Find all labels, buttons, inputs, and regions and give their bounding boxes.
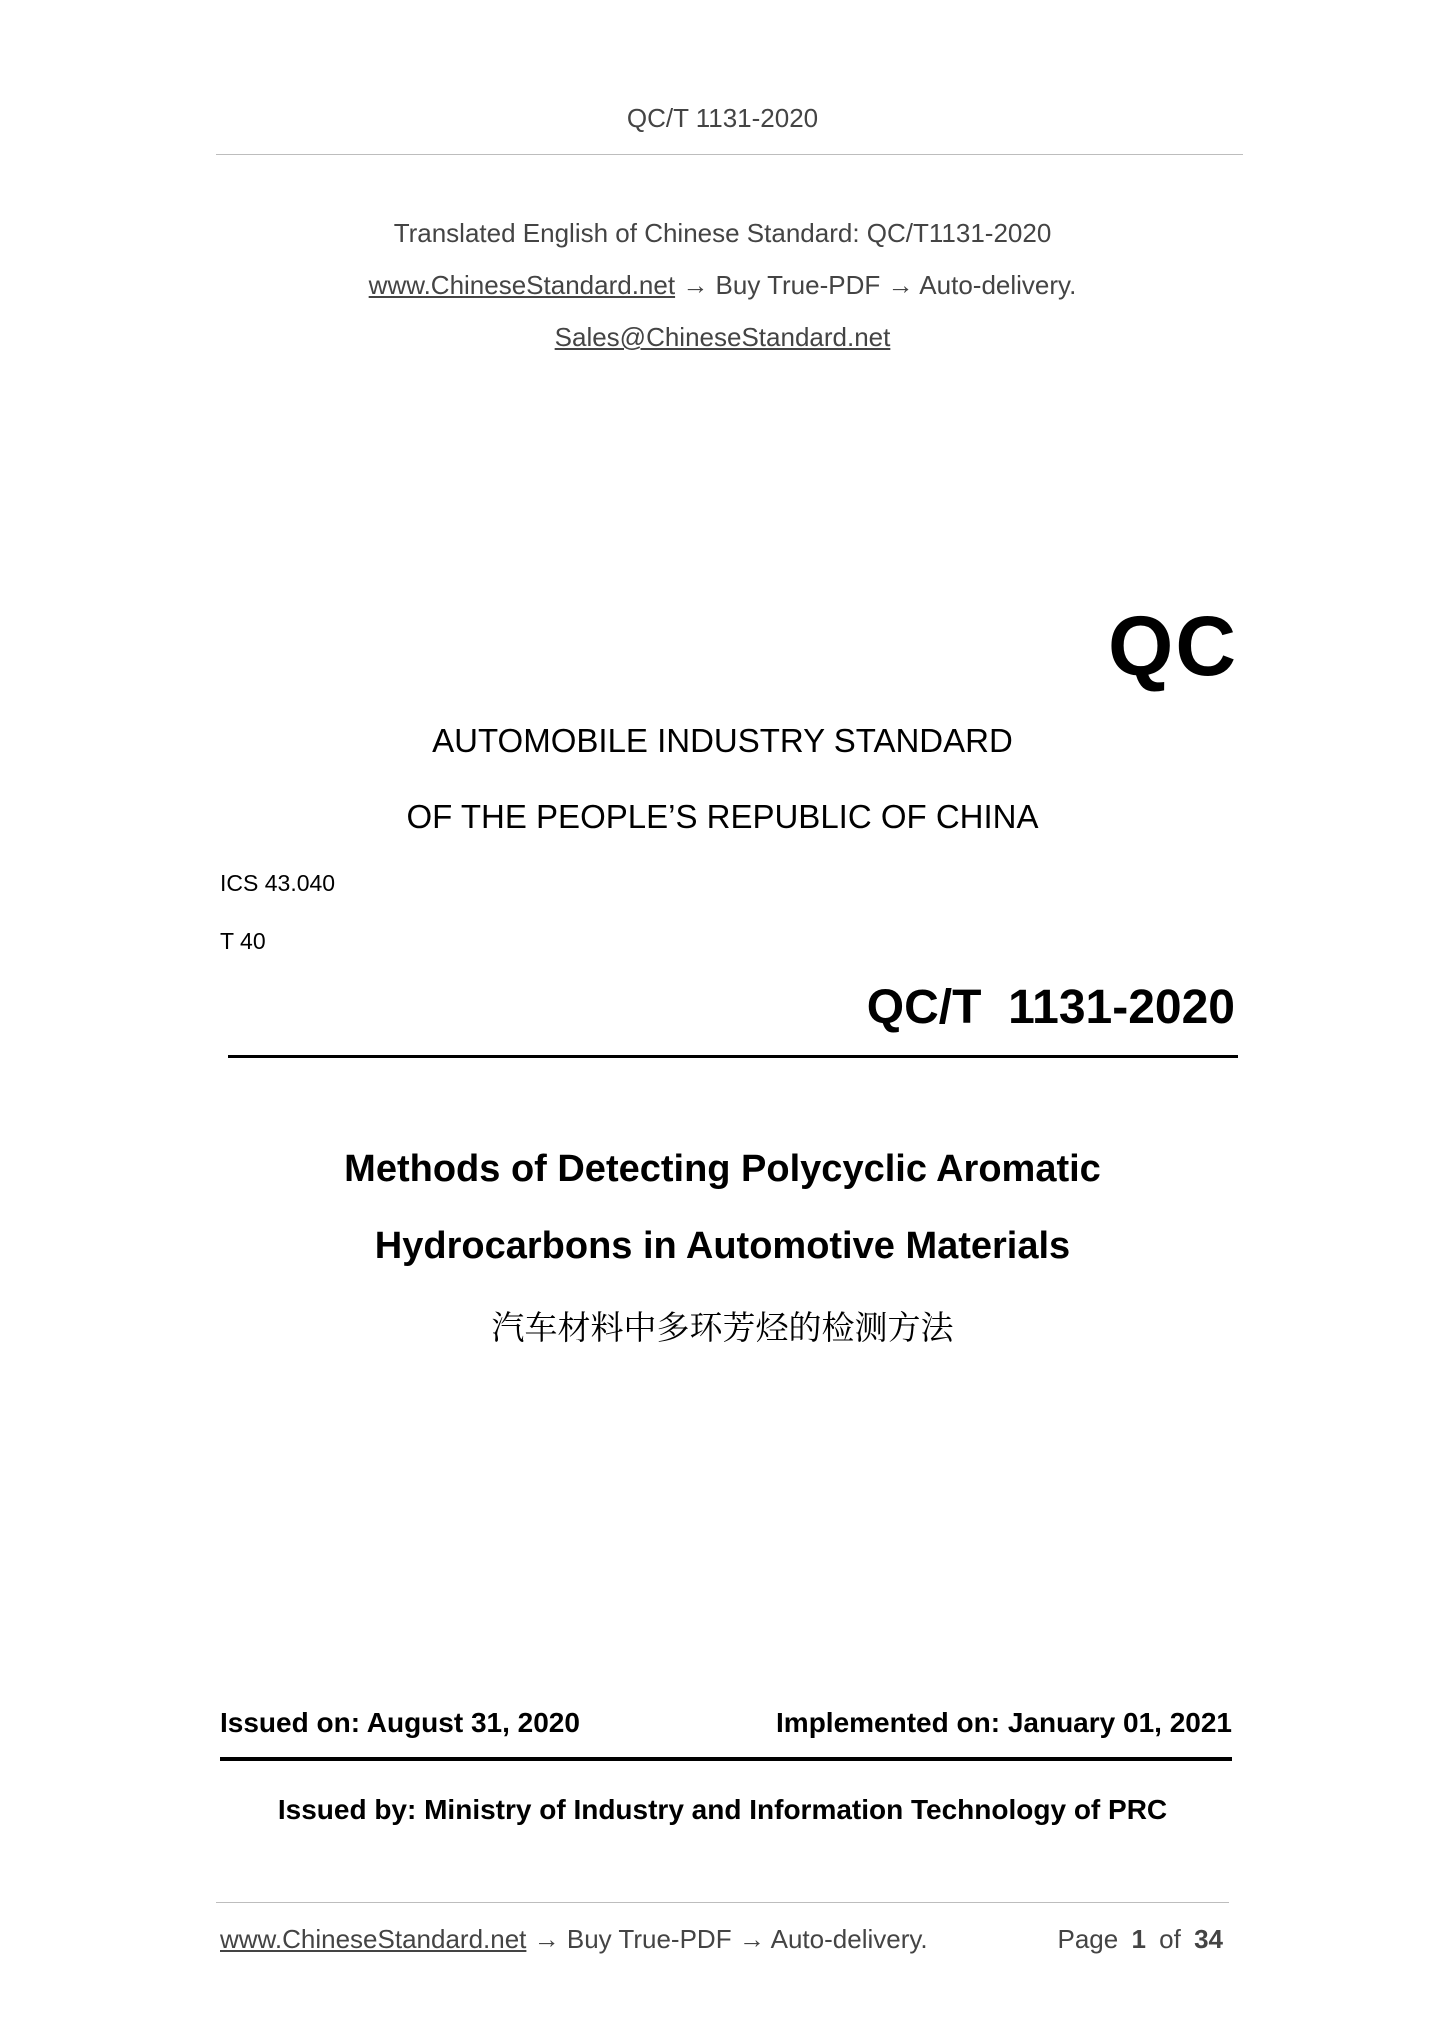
footer-buy-text: Buy True-PDF bbox=[566, 1924, 732, 1954]
arrow-icon: → bbox=[533, 1924, 560, 1954]
page-label: Page bbox=[1057, 1924, 1119, 1954]
arrow-icon: → bbox=[682, 270, 709, 300]
email-link[interactable]: Sales@ChineseStandard.net bbox=[554, 322, 891, 352]
translation-line: Translated English of Chinese Standard: QC/T1131-2020 bbox=[393, 218, 1052, 248]
page-indicator bbox=[1057, 1924, 1223, 1955]
ics-code: ICS 43.040 bbox=[220, 870, 336, 896]
site-link[interactable]: www.ChineseStandard.net bbox=[368, 270, 676, 300]
title-chinese: 汽车材料中多环芳烃的检测方法 bbox=[491, 1308, 954, 1347]
buy-text: Buy True-PDF bbox=[715, 270, 881, 300]
title-line-1: Methods of Detecting Polycyclic Aromatic bbox=[344, 1148, 1101, 1190]
running-header: QC/T 1131-2020 bbox=[626, 103, 819, 133]
purchase-line bbox=[0, 270, 1445, 301]
page-number: 1 bbox=[1131, 1924, 1146, 1954]
issued-by: Issued by: Ministry of Industry and Information Technology of PRC bbox=[277, 1794, 1168, 1825]
standard-number: QC/T 1131-2020 bbox=[866, 981, 1235, 1034]
standard-number-underline bbox=[228, 1055, 1238, 1058]
arrow-icon: → bbox=[887, 270, 914, 300]
issued-on: Issued on: August 31, 2020 bbox=[220, 1707, 580, 1738]
of-label: of bbox=[1159, 1924, 1181, 1954]
email-line bbox=[0, 322, 1445, 353]
footer-site-link[interactable]: www.ChineseStandard.net bbox=[220, 1924, 527, 1954]
qc-logo: QC bbox=[1108, 599, 1238, 693]
arrow-icon: → bbox=[738, 1924, 765, 1954]
header-divider bbox=[216, 154, 1243, 155]
footer-delivery-text: Auto-delivery. bbox=[770, 1924, 928, 1954]
classification-code: T 40 bbox=[220, 928, 266, 954]
footer-purchase-line bbox=[220, 1924, 928, 1955]
dates-divider bbox=[220, 1757, 1232, 1761]
org-line-2: OF THE PEOPLE’S REPUBLIC OF CHINA bbox=[406, 798, 1039, 835]
footer-divider bbox=[216, 1902, 1229, 1903]
org-line-1: AUTOMOBILE INDUSTRY STANDARD bbox=[432, 722, 1013, 759]
implemented-on: Implemented on: January 01, 2021 bbox=[776, 1707, 1232, 1738]
title-line-2: Hydrocarbons in Automotive Materials bbox=[374, 1225, 1071, 1267]
total-pages: 34 bbox=[1194, 1924, 1223, 1954]
delivery-text: Auto-delivery. bbox=[919, 270, 1077, 300]
